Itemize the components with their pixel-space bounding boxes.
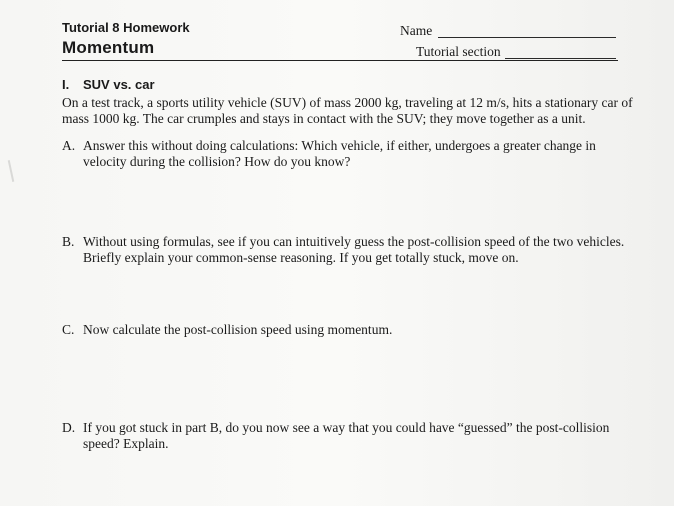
question-text [83, 322, 392, 338]
question-text [83, 420, 609, 452]
question-line: Answer this without doing calculations: Which vehicle, if either, undergoes a greater change in [83, 138, 596, 153]
name-label: Name [400, 23, 433, 38]
question-line: speed? Explain. [83, 436, 169, 451]
question-text [83, 138, 596, 170]
name-field-line[interactable] [438, 37, 616, 38]
question-line: Now calculate the post-collision speed using momentum. [83, 322, 393, 337]
question-letter: D. [62, 420, 76, 435]
problem-intro [62, 95, 633, 127]
section-field-line[interactable] [505, 58, 616, 59]
question-line: If you got stuck in part B, do you now see a way that you could have “guessed” the post-collision [83, 420, 610, 435]
section-title: SUV vs. car [83, 77, 155, 92]
paper-smudge [8, 160, 15, 182]
intro-line: mass 1000 kg. The car crumples and stays in contact with the SUV; they move together as a unit. [62, 111, 586, 126]
question-text [83, 234, 624, 266]
question-line: Without using formulas, see if you can intuitively guess the post-collision speed of the two vehicles. [83, 234, 625, 249]
homework-title: Tutorial 8 Homework [62, 20, 190, 35]
question-line: velocity during the collision? How do you know? [83, 154, 351, 169]
question-letter: C. [62, 322, 75, 337]
question-letter: A. [62, 138, 76, 153]
section-number: I. [62, 77, 70, 92]
intro-line: On a test track, a sports utility vehicle (SUV) of mass 2000 kg, traveling at 12 m/s, hits a stationary car of [62, 95, 633, 110]
question-line: Briefly explain your common-sense reasoning. If you get totally stuck, move on. [83, 250, 519, 265]
question-letter: B. [62, 234, 75, 249]
topic-title: Momentum [62, 38, 155, 57]
header-divider [62, 60, 618, 61]
section-label: Tutorial section [416, 44, 501, 59]
